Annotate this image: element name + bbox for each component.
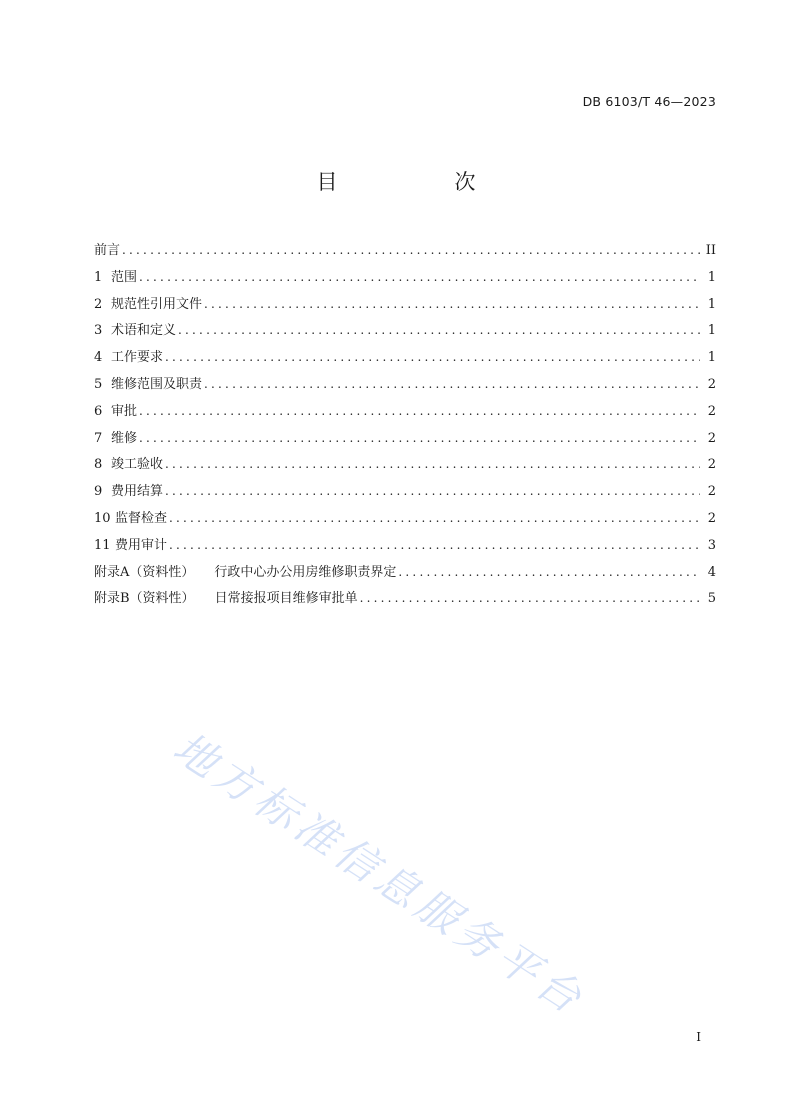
toc-leader-dots [139, 264, 700, 291]
toc-entry-terms-definitions[interactable] [94, 317, 716, 344]
toc-leader-dots [165, 451, 700, 478]
toc-entry-label: 日常接报项目维修审批单 [214, 591, 358, 607]
toc-leader-dots [169, 532, 700, 559]
appendix-prefix: 附录B（资料性） [94, 591, 195, 607]
toc-entry-appendix-a[interactable] [94, 559, 716, 586]
toc-entry-maintenance-scope[interactable] [94, 371, 716, 398]
toc-entry-label: 范围 [111, 269, 138, 285]
page-title: 目 次 [316, 170, 524, 194]
page-number: I [696, 1030, 701, 1044]
toc-page-number: 1 [707, 269, 716, 285]
toc-entry-label: 费用结算 [111, 484, 164, 500]
toc-entry-maintenance[interactable] [94, 425, 716, 452]
toc-entry-number: 5 [94, 376, 103, 392]
toc-page-number: 2 [707, 510, 716, 526]
toc-leader-dots [398, 559, 700, 586]
toc-entry-number: 7 [94, 430, 103, 446]
toc-page-number: 2 [707, 457, 716, 473]
toc-entry-label: 审批 [111, 403, 138, 419]
standard-code: DB 6103/T 46—2023 [582, 94, 716, 109]
toc-entry-supervision-inspection[interactable] [94, 505, 716, 532]
toc-leader-dots [165, 344, 700, 371]
table-of-contents [94, 237, 716, 612]
toc-entry-number: 4 [94, 350, 103, 366]
toc-leader-dots [139, 425, 700, 452]
toc-entry-cost-settlement[interactable] [94, 478, 716, 505]
toc-entry-foreword[interactable] [94, 237, 716, 264]
toc-entry-completion-acceptance[interactable] [94, 451, 716, 478]
toc-leader-dots [204, 371, 700, 398]
toc-leader-dots [139, 398, 700, 425]
toc-entry-number: 11 [94, 537, 111, 553]
toc-page-number: 4 [707, 564, 716, 580]
watermark: 地方标准信息服务平台 [164, 722, 595, 1026]
toc-page-number: 2 [707, 484, 716, 500]
appendix-prefix: 附录A（资料性） [94, 564, 195, 580]
toc-page-number: 1 [707, 323, 716, 339]
toc-entry-label: 维修范围及职责 [111, 376, 203, 392]
toc-leader-dots [360, 585, 700, 612]
toc-entry-label: 行政中心办公用房维修职责界定 [214, 564, 397, 580]
toc-entry-cost-audit[interactable] [94, 532, 716, 559]
toc-entry-label: 工作要求 [111, 350, 164, 366]
toc-page-number: 3 [707, 537, 716, 553]
toc-entry-number: 1 [94, 269, 103, 285]
toc-entry-number: 3 [94, 323, 103, 339]
toc-entry-number: 10 [94, 510, 111, 526]
toc-entry-label: 前言 [94, 243, 121, 258]
toc-leader-dots [165, 478, 700, 505]
toc-page-number: 2 [707, 430, 716, 446]
toc-page-number: 2 [707, 376, 716, 392]
toc-entry-normative-references[interactable] [94, 291, 716, 318]
toc-entry-number: 8 [94, 457, 103, 473]
toc-leader-dots [169, 505, 700, 532]
toc-entry-label: 竣工验收 [111, 457, 164, 473]
toc-leader-dots [178, 317, 700, 344]
toc-entry-scope[interactable] [94, 264, 716, 291]
toc-page-number: 2 [707, 403, 716, 419]
toc-entry-label: 维修 [111, 430, 138, 446]
toc-entry-label: 费用审计 [115, 537, 168, 553]
toc-page-number: 5 [707, 591, 716, 607]
toc-entry-label: 术语和定义 [111, 323, 177, 339]
toc-leader-dots [204, 291, 700, 318]
toc-entry-number: 6 [94, 403, 103, 419]
toc-entry-number: 2 [94, 296, 103, 312]
toc-page-number: 1 [707, 296, 716, 312]
toc-entry-number: 9 [94, 484, 103, 500]
toc-entry-label: 规范性引用文件 [111, 296, 203, 312]
toc-leader-dots [122, 237, 700, 264]
toc-entry-work-requirements[interactable] [94, 344, 716, 371]
toc-entry-label: 监督检查 [115, 510, 168, 526]
toc-entry-appendix-b[interactable] [94, 585, 716, 612]
toc-page-number: 1 [707, 350, 716, 366]
toc-page-number: II [705, 243, 716, 258]
toc-entry-approval[interactable] [94, 398, 716, 425]
